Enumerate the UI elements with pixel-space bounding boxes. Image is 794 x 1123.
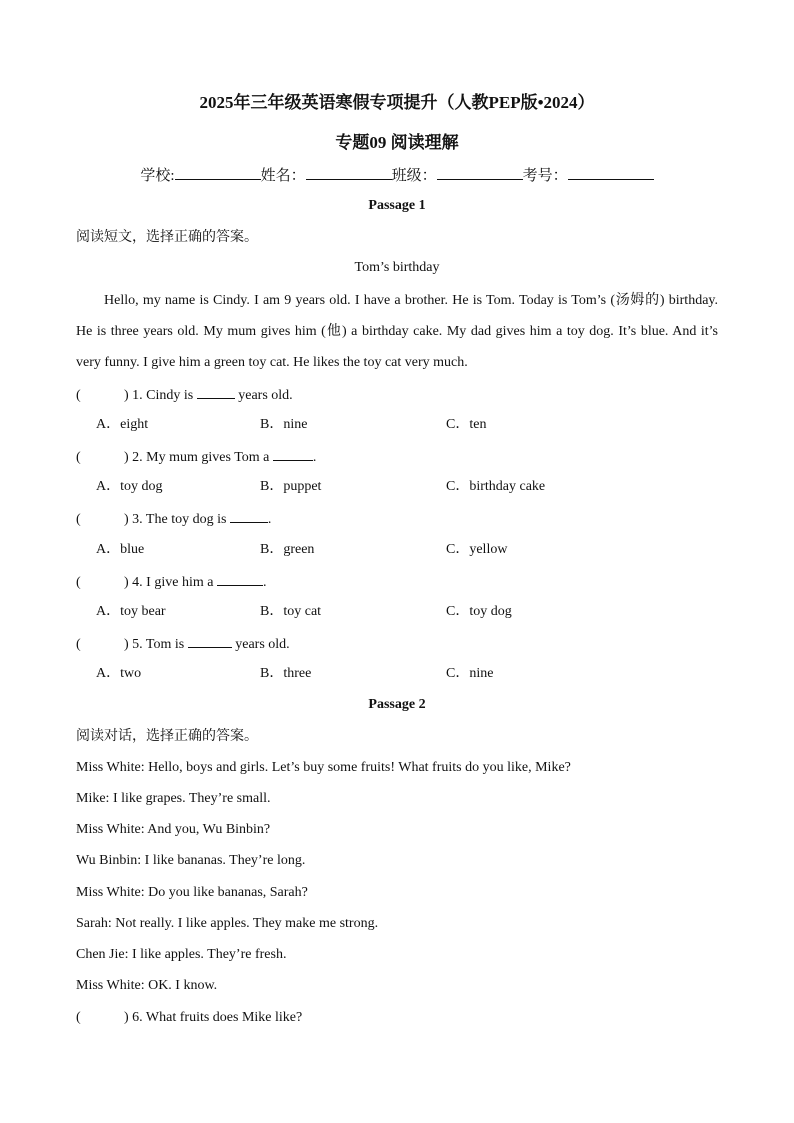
passage1-heading: Passage 1 — [368, 198, 426, 213]
question-number: 6. — [132, 1010, 143, 1025]
option-c[interactable]: C．toy dog — [446, 604, 512, 619]
question-number: 4. — [132, 575, 143, 590]
question-6: ( ) 6. What fruits does Mike like? — [76, 1010, 303, 1025]
option-a[interactable]: A．blue — [96, 542, 145, 557]
name-field[interactable] — [306, 165, 392, 180]
question-text: My mum gives Tom a — [146, 450, 273, 465]
name-label: 姓名： — [260, 168, 306, 184]
question-1: ( ) 1. Cindy is years old. — [76, 385, 293, 405]
dialogue-line: Miss White: Hello, boys and girls. Let’s buy some fruits! What fruits do you like, Mike? — [76, 760, 571, 775]
option-b[interactable]: B．three — [260, 666, 312, 681]
question-number: 1. — [132, 388, 143, 403]
dialogue-line: Chen Jie: I like apples. They’re fresh. — [76, 947, 287, 962]
option-c[interactable]: C．yellow — [446, 542, 508, 557]
question-2: ( ) 2. My mum gives Tom a . — [76, 447, 316, 467]
passage2-instruction: 阅读对话，选择正确的答案。 — [76, 729, 258, 744]
fill-blank — [217, 572, 263, 586]
story-paragraph: Hello, my name is Cindy. I am 9 years old. I have a brother. He is Tom. Today is Tom’s (汤姆的) birthday. He is three years old. My mum gives him (他) a birthday cake. My dad gives him a toy dog. It’s blue. And it’s very funny. I give him a green toy cat. He likes the toy cat very much. — [76, 293, 718, 370]
option-c[interactable]: C．nine — [446, 666, 494, 681]
question-5: ( ) 5. Tom is years old. — [76, 634, 290, 654]
answer-bracket[interactable]: ( — [76, 1010, 81, 1025]
answer-bracket[interactable]: ( — [76, 450, 81, 465]
dialogue-line: Miss White: Do you like bananas, Sarah? — [76, 885, 308, 900]
fill-blank — [197, 385, 235, 399]
page-title: 2025年三年级英语寒假专项提升（人教PEP版•2024） — [199, 93, 595, 112]
exam-no-label: 考号： — [522, 168, 568, 184]
question-3: ( ) 3. The toy dog is . — [76, 509, 271, 529]
dialogue-line: Miss White: And you, Wu Binbin? — [76, 822, 271, 837]
class-field[interactable] — [437, 165, 523, 180]
question-text: What fruits does Mike like? — [145, 1010, 303, 1025]
option-a[interactable]: A．toy dog — [96, 479, 163, 494]
question-text: Tom is — [145, 637, 188, 652]
dialogue-line: Miss White: OK. I know. — [76, 978, 218, 993]
option-b[interactable]: B．nine — [260, 417, 308, 432]
question-text: The toy dog is — [145, 512, 230, 527]
dialogue-line: Wu Binbin: I like bananas. They’re long. — [76, 853, 306, 868]
passage2-heading: Passage 2 — [368, 697, 426, 712]
dialogue-line: Sarah: Not really. I like apples. They make me strong. — [76, 916, 379, 931]
option-a[interactable]: A．eight — [96, 417, 149, 432]
option-a[interactable]: A．two — [96, 666, 142, 681]
option-b[interactable]: B．puppet — [260, 479, 322, 494]
question-number: 2. — [132, 450, 143, 465]
question-text: I give him a — [146, 575, 217, 590]
option-c[interactable]: C．birthday cake — [446, 479, 546, 494]
question-number: 5. — [132, 637, 143, 652]
fill-blank — [273, 447, 313, 461]
answer-bracket[interactable]: ( — [76, 637, 81, 652]
fill-blank — [188, 634, 232, 648]
page-subtitle: 专题09 阅读理解 — [335, 133, 459, 152]
question-4: ( ) 4. I give him a . — [76, 572, 266, 592]
student-info-row — [0, 164, 794, 185]
option-b[interactable]: B．green — [260, 542, 315, 557]
school-label: 学校: — [140, 168, 175, 184]
class-label: 班级： — [391, 168, 437, 184]
exam-no-field[interactable] — [568, 165, 654, 180]
question-number: 3. — [132, 512, 143, 527]
answer-bracket[interactable]: ( — [76, 388, 81, 403]
story-title: Tom’s birthday — [354, 260, 440, 275]
dialogue-line: Mike: I like grapes. They’re small. — [76, 791, 271, 806]
answer-bracket[interactable]: ( — [76, 575, 81, 590]
answer-bracket[interactable]: ( — [76, 512, 81, 527]
passage1-instruction: 阅读短文，选择正确的答案。 — [76, 230, 258, 245]
question-text: Cindy is — [146, 388, 197, 403]
option-b[interactable]: B．toy cat — [260, 604, 322, 619]
option-a[interactable]: A．toy bear — [96, 604, 166, 619]
fill-blank — [230, 509, 268, 523]
option-c[interactable]: C．ten — [446, 417, 487, 432]
school-field[interactable] — [175, 165, 261, 180]
